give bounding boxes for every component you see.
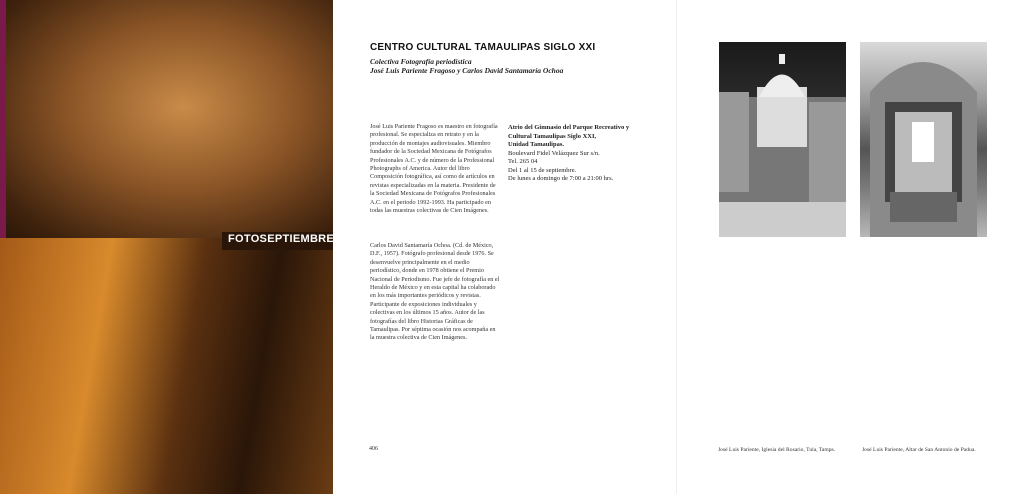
bio-paragraph-2: Carlos David Santamaría Ochoa. (Cd. de México, D.F., 1957). Fotógrafo profesional desde 1976. Se desenvuelve principalmente en el medio periodístico, donde en 1978 obtiene el Premio Nacional de Periodismo. Fue jefe de fotografía en el Heraldo de México y en esta capital ha colaborado en los más importantes periódicos y revistas. Participante de exposiciones individuales y colectivas en los últimos 15 años. Autor de las fotografías del libro Historias Gráficas de Tamaulipas. Por séptima ocasión nos acompaña en la muestra colectiva de Cien Imágenes. bbox=[370, 242, 500, 342]
venue-line: Cultural Tamaulipas Siglo XXI, bbox=[508, 132, 597, 140]
venue-info bbox=[508, 124, 648, 184]
photo-portrait bbox=[0, 238, 333, 494]
church-illustration bbox=[719, 42, 846, 237]
venue-line: Atrio del Gimnasio del Parque Recreativo y bbox=[508, 124, 630, 131]
venue-line: Unidad Tamaulipas. bbox=[508, 141, 565, 148]
page-subtitle: Colectiva Fotografía periodística bbox=[370, 57, 472, 66]
page-number: 406 bbox=[369, 446, 378, 452]
venue-line: Tel. 265 04 bbox=[508, 158, 538, 165]
photo-altar bbox=[860, 42, 987, 237]
bio-paragraph-1: José Luis Pariente Fragoso es maestro en fotografía profesional. Se especializa en retrato y en la producción de montajes audiovisuales. Miembro fundador de la Sociedad Mexicana de Fotógrafos Profesionales A.C. y de número de la Professional Photographs of America. Autor del libro Composición fotográfica, así como de artículos en revistas especializadas en la materia. Presidente de la Sociedad Mexicana de Fotógrafos Profesionales A.C. en el periodo 1992-1993. Ha participado en todas las muestras colectivas de Cien Imágenes. bbox=[370, 123, 498, 215]
altar-illustration bbox=[860, 42, 987, 237]
caption-church: José Luis Pariente, Iglesia del Rosario, Tula, Tamps. bbox=[718, 447, 836, 453]
page-title: CENTRO CULTURAL TAMAULIPAS SIGLO XXI bbox=[370, 42, 596, 53]
photo-church bbox=[719, 42, 846, 237]
caption-altar: José Luis Pariente, Altar de San Antonio de Padua. bbox=[862, 447, 976, 453]
photo-sculpture bbox=[0, 0, 333, 238]
venue-line: Boulevard Fidel Velázquez Sur s/n. bbox=[508, 149, 600, 157]
page-authors: José Luis Pariente Fragoso y Carlos David Santamaría Ochoa bbox=[370, 66, 564, 75]
photo-edge bbox=[0, 0, 6, 238]
banner-title: FOTOSEPTIEMBRE bbox=[228, 233, 335, 245]
venue-line: De lunes a domingo de 7:00 a 21:00 hrs. bbox=[508, 175, 614, 182]
venue-line: Del 1 al 15 de septiembre. bbox=[508, 166, 577, 174]
page-fold bbox=[676, 0, 677, 494]
